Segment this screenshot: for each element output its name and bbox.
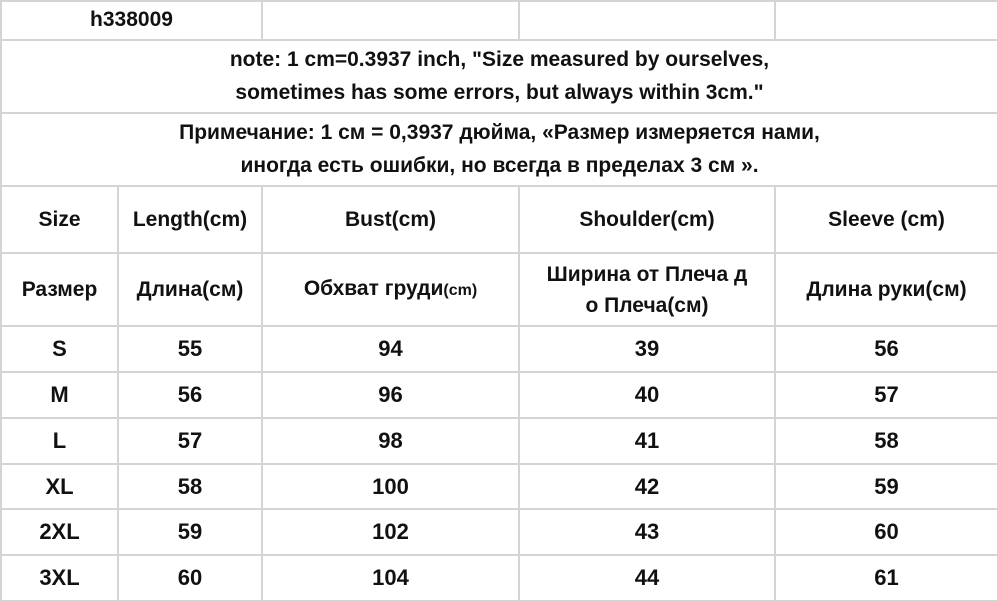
empty-cell [519,1,775,40]
shoulder-cell: 39 [519,326,775,372]
size-cell: S [1,326,118,372]
header-size: Size [1,186,118,253]
table-row [1,326,997,372]
header-ru-bust-main: Обхват груди [303,277,444,301]
sleeve-cell: 56 [775,326,997,372]
header-ru-bust-unit: (cm) [443,282,478,300]
product-code: h338009 [1,1,262,40]
length-cell: 55 [118,326,262,372]
bust-cell: 100 [262,464,519,510]
table-row [1,372,997,418]
shoulder-cell: 41 [519,418,775,464]
table-row [1,509,997,555]
size-cell: L [1,418,118,464]
length-cell: 58 [118,464,262,510]
size-cell: XL [1,464,118,510]
length-cell: 59 [118,509,262,555]
length-cell: 60 [118,555,262,601]
table-row [1,555,997,601]
header-sleeve: Sleeve (cm) [775,186,997,253]
header-ru-shoulder [519,253,775,326]
bust-cell: 98 [262,418,519,464]
length-cell: 57 [118,418,262,464]
header-ru-length: Длина(см) [118,253,262,326]
note-ru [1,113,997,186]
note-ru-line-1: Примечание: 1 см = 0,3937 дюйма, «Размер измеряется нами, [179,121,820,145]
shoulder-cell: 44 [519,555,775,601]
note-en-line-1: note: 1 cm=0.3937 inch, "Size measured by ourselves, [229,48,770,72]
sleeve-cell: 59 [775,464,997,510]
table-row [1,418,997,464]
shoulder-cell: 42 [519,464,775,510]
header-shoulder: Shoulder(cm) [519,186,775,253]
sleeve-cell: 61 [775,555,997,601]
header-bust: Bust(cm) [262,186,519,253]
sleeve-cell: 57 [775,372,997,418]
header-ru-row [1,253,997,326]
note-en-row [1,40,997,113]
sleeve-cell: 58 [775,418,997,464]
empty-cell [775,1,997,40]
note-en-line-2: sometimes has some errors, but always within 3cm." [235,81,764,105]
bust-cell: 102 [262,509,519,555]
header-ru-sleeve: Длина руки(см) [775,253,997,326]
product-code-row [1,1,997,40]
empty-cell [262,1,519,40]
shoulder-cell: 40 [519,372,775,418]
header-length: Length(cm) [118,186,262,253]
bust-cell: 104 [262,555,519,601]
header-ru-shoulder-line-1: Ширина от Плеча д [546,262,748,286]
table-row [1,464,997,510]
note-en [1,40,997,113]
note-ru-line-2: иногда есть ошибки, но всегда в пределах 3 см ». [240,154,759,178]
sleeve-cell: 60 [775,509,997,555]
header-ru-shoulder-line-2: о Плеча(см) [585,293,709,317]
header-en-row [1,186,997,253]
note-ru-row [1,113,997,186]
header-ru-size: Размер [1,253,118,326]
size-cell: 3XL [1,555,118,601]
header-ru-bust [262,253,519,326]
shoulder-cell: 43 [519,509,775,555]
size-cell: 2XL [1,509,118,555]
bust-cell: 96 [262,372,519,418]
size-cell: M [1,372,118,418]
length-cell: 56 [118,372,262,418]
bust-cell: 94 [262,326,519,372]
